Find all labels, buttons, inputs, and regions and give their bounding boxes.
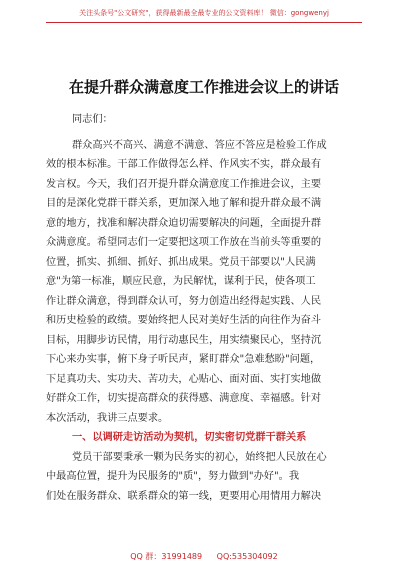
paragraph-line: 本次活动，我讲三点要求。 xyxy=(46,412,169,424)
paragraph-line: 下心来办实事，俯下身子听民声，紧盯群众"急难愁盼"问题， xyxy=(46,354,321,365)
paragraph-line: 目标，用脚步访民情，用行动惠民生，用实绩聚民心，坚持沉 xyxy=(46,334,322,346)
paragraph-line: 和历史检验的政绩。要始终把人民对美好生活的向往作为奋斗 xyxy=(46,315,322,326)
salutation: 同志们： xyxy=(72,114,113,125)
paragraph-line: 群众高兴不高兴、满意不满意、答应不答应是检验工作成 xyxy=(72,139,327,151)
paragraph-line: 效的根本标准。干部工作做得怎么样、作风实不实，群众最有 xyxy=(46,159,322,170)
paragraph-1 xyxy=(46,136,366,429)
paragraph-2 xyxy=(46,448,366,507)
footer-qq: QQ:535304092 xyxy=(216,552,278,561)
paragraph-line: 发言权。今天，我们召开提升群众满意度工作推进会议，主要 xyxy=(46,178,322,190)
paragraph-line: 众满意度。希望同志们一定要把这项工作放在当前头等重要的 xyxy=(46,237,322,248)
paragraph-line: 们处在服务群众、联系群众的第一线，更要用心用情用力解决 xyxy=(46,490,322,502)
paragraph-line: 好群众工作，切实提高群众的获得感、满意度、幸福感。针对 xyxy=(46,393,322,404)
page-header: 关注头条号"公文研究"，获得最新最全最专业的公文资料库！ 微信：gongwenyj xyxy=(79,9,329,17)
paragraph-line: 作让群众满意，得到群众认可，努力创造出经得起实践、人民 xyxy=(46,295,322,307)
page-footer xyxy=(0,551,408,562)
document-body xyxy=(46,110,366,506)
paragraph-line: 意的地方，找准和解决群众迫切需要解决的问题，全面提升群 xyxy=(46,217,322,229)
header-rule xyxy=(46,22,362,23)
paragraph-line: 党员干部要秉承一颗为民务实的初心，始终把人民放在心 xyxy=(72,451,327,463)
paragraph-line: 位置，抓实、抓细、抓好、抓出成果。党员干部要以"人民满 xyxy=(46,256,316,268)
paragraph-line: 目的是深化党群干群关系，更加深入地了解和提升群众最不满 xyxy=(46,198,322,209)
section-heading: 一、以调研走访活动为契机，切实密切党群干群关系 xyxy=(72,431,307,443)
footer-qq-group: QQ 群：31991489 xyxy=(130,552,203,561)
paragraph-line: 意"为第一标准，顺应民意，为民解忧，谋利于民，使各项工 xyxy=(46,276,316,287)
paragraph-line: 中最高位置，提升为民服务的"质"，努力做到"办好"。我 xyxy=(46,471,300,482)
document-title: 在提升群众满意度工作推进会议上的讲话 xyxy=(68,78,339,96)
paragraph-line: 下足真功夫、实功夫、苦功夫，心贴心、面对面、实打实地做 xyxy=(46,373,322,385)
